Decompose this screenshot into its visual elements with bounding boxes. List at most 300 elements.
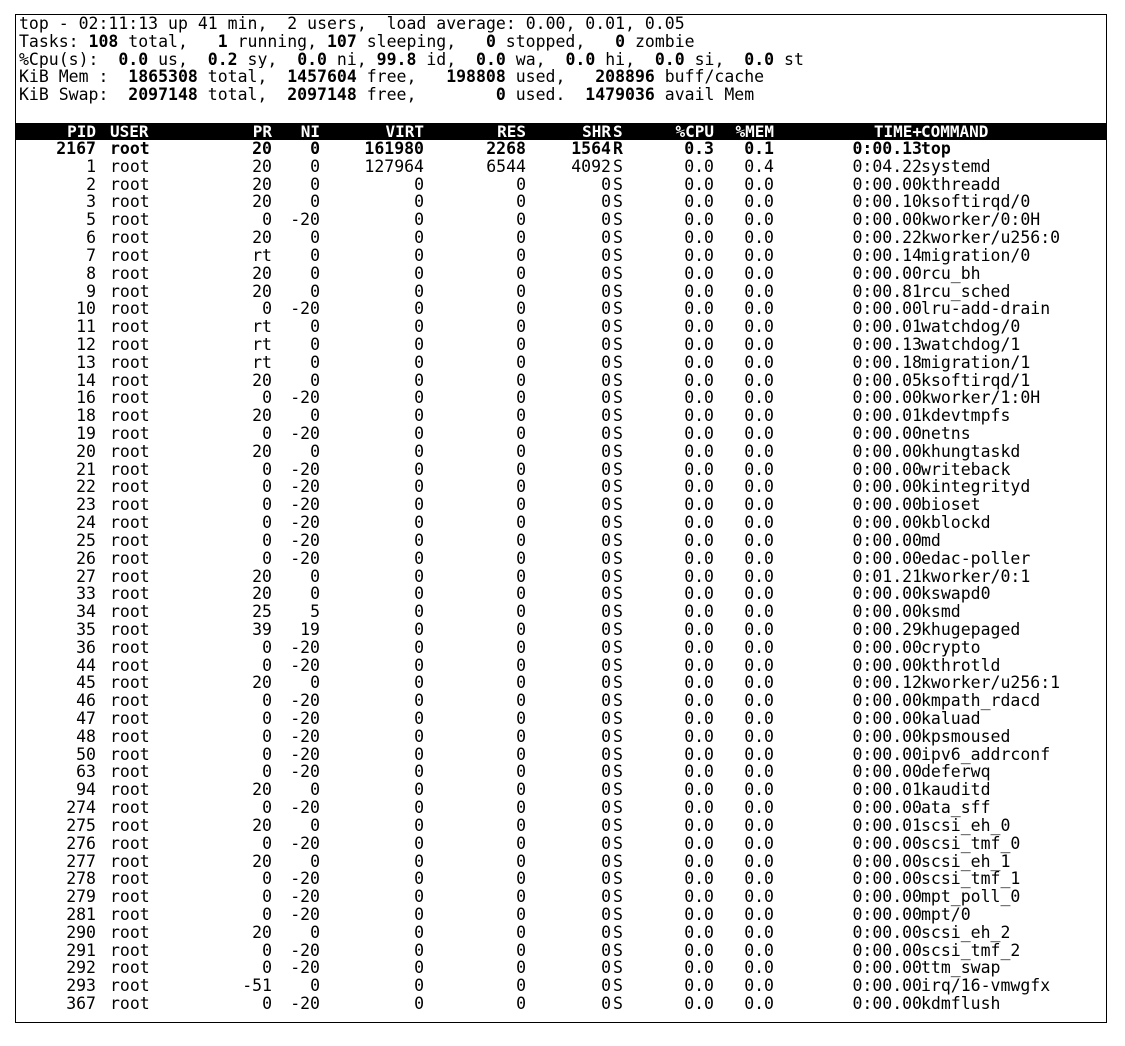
cell-state: S [613,815,623,835]
cell-pid: 6 [86,228,96,248]
cell-mem: 0.0 [744,976,774,996]
process-row[interactable] [16,496,1106,514]
cell-command: kthreadd [921,174,1001,194]
cell-mem: 0.0 [744,513,774,533]
cell-pr: rt [252,352,272,372]
cell-pr: 20 [252,815,272,835]
process-row[interactable] [16,140,1106,158]
cell-ni: -20 [290,513,320,533]
process-row[interactable] [16,799,1106,817]
cell-state: S [613,887,623,907]
cell-res: 0 [516,976,526,996]
process-row[interactable] [16,692,1106,710]
cell-state: S [613,673,623,693]
cell-pr: 20 [252,174,272,194]
cell-pid: 20 [76,441,96,461]
cell-virt: 0 [414,869,424,889]
cell-time: 0:01.21 [852,566,922,586]
cell-ni: 0 [310,192,320,212]
cell-time: 0:00.00 [852,851,922,871]
cell-shr: 0 [601,762,611,782]
process-row[interactable] [16,568,1106,586]
cell-ni: 0 [310,156,320,176]
cell-pid: 8 [86,263,96,283]
cell-shr: 0 [601,744,611,764]
cell-mem: 0.0 [744,210,774,230]
cell-mem: 0.0 [744,851,774,871]
cell-state: S [613,584,623,604]
cell-command: kmpath_rdacd [921,691,1041,711]
cell-state: S [613,744,623,764]
cell-time: 0:00.00 [852,495,922,515]
cell-command: kdevtmpfs [921,406,1011,426]
cell-res: 0 [516,940,526,960]
cell-time: 0:00.00 [852,976,922,996]
cell-virt: 0 [414,798,424,818]
cell-command: scsi_eh_0 [921,815,1011,835]
cell-shr: 0 [601,263,611,283]
cell-mem: 0.0 [744,530,774,550]
process-row[interactable] [16,229,1106,247]
cell-mem: 0.0 [744,780,774,800]
cell-mem: 0.0 [744,691,774,711]
process-row[interactable] [16,372,1106,390]
header-cpu[interactable]: %CPU [675,122,714,141]
cell-user: root [110,192,150,212]
cell-mem: 0.0 [744,815,774,835]
cell-pid: 277 [66,851,96,871]
cell-shr: 0 [601,833,611,853]
cell-command: kworker/u256:1 [921,673,1061,693]
cell-user: root [110,922,150,942]
cell-mem: 0.0 [744,709,774,728]
terminal-window[interactable] [15,14,1107,1023]
process-row[interactable] [16,300,1106,318]
cell-state: S [613,299,623,319]
cell-virt: 0 [414,904,424,924]
cell-res: 0 [516,958,526,978]
cell-user: root [110,851,150,871]
cell-virt: 0 [414,619,424,639]
cell-pr: 0 [262,210,272,230]
cell-virt: 0 [414,780,424,800]
process-row[interactable] [16,835,1106,853]
process-row[interactable] [16,176,1106,194]
cell-ni: -20 [290,459,320,479]
cell-pr: 0 [262,637,272,657]
cell-cpu: 0.0 [684,691,714,711]
cell-res: 0 [516,406,526,426]
cell-state: S [613,762,623,782]
header-shr[interactable]: SHR [582,122,611,141]
cell-res: 0 [516,530,526,550]
cell-command: kworker/0:0H [921,210,1041,230]
cell-state: S [613,833,623,853]
cell-command: rcu_bh [921,263,981,283]
process-row[interactable] [16,532,1106,550]
cell-command: scsi_eh_2 [921,922,1011,942]
cell-cpu: 0.0 [684,513,714,533]
cell-res: 0 [516,726,526,746]
cell-cpu: 0.0 [684,334,714,354]
cell-ni: 0 [310,673,320,693]
header-s[interactable]: S [613,122,623,141]
header-user[interactable]: USER [110,122,149,141]
process-row[interactable] [16,443,1106,461]
process-list [16,140,1106,1013]
header-virt[interactable]: VIRT [385,122,424,141]
cell-mem: 0.4 [744,156,774,176]
process-row[interactable] [16,817,1106,835]
cell-virt: 0 [414,299,424,319]
cell-shr: 0 [601,726,611,746]
cell-virt: 0 [414,887,424,907]
cell-res: 0 [516,334,526,354]
cell-user: root [110,940,150,960]
process-row[interactable] [16,336,1106,354]
cell-res: 0 [516,851,526,871]
process-row[interactable] [16,158,1106,176]
cell-cpu: 0.0 [684,584,714,604]
cell-state: S [613,691,623,711]
cell-ni: 0 [310,584,320,604]
cell-shr: 0 [601,584,611,604]
process-row[interactable] [16,425,1106,443]
cell-mem: 0.0 [744,940,774,960]
process-row[interactable] [16,389,1106,407]
cell-res: 0 [516,922,526,942]
cell-virt: 0 [414,441,424,461]
cell-command: scsi_tmf_2 [921,940,1021,960]
cell-user: root [110,637,150,657]
cell-mem: 0.0 [744,798,774,818]
cell-virt: 0 [414,245,424,265]
process-row[interactable] [16,746,1106,764]
process-row[interactable] [16,977,1106,995]
process-row[interactable] [16,942,1106,960]
cell-time: 0:00.00 [852,637,922,657]
cell-state: S [613,940,623,960]
process-row[interactable] [16,354,1106,372]
header-ni[interactable]: NI [300,122,320,141]
cell-state: S [613,388,623,408]
cell-mem: 0.0 [744,904,774,924]
cell-pr: 0 [262,762,272,782]
cell-pid: 46 [76,691,96,711]
cell-virt: 0 [414,548,424,568]
cell-time: 0:00.00 [852,655,922,675]
cell-virt: 0 [414,317,424,337]
cell-time: 0:00.00 [852,477,922,497]
cell-pr: 20 [252,566,272,586]
cell-cpu: 0.0 [684,317,714,337]
cell-time: 0:00.01 [852,406,922,426]
cell-time: 0:00.01 [852,815,922,835]
cell-user: root [110,904,150,924]
cell-shr: 0 [601,922,611,942]
cell-cpu: 0.0 [684,548,714,568]
process-row[interactable] [16,265,1106,283]
cell-ni: 0 [310,281,320,301]
cell-user: root [110,726,150,746]
cell-res: 0 [516,815,526,835]
cell-virt: 0 [414,958,424,978]
cell-state: S [613,495,623,515]
cell-mem: 0.0 [744,726,774,746]
cell-res: 0 [516,210,526,230]
cell-cpu: 0.0 [684,495,714,515]
cell-command: khugepaged [921,619,1021,639]
cell-cpu: 0.0 [684,673,714,693]
summary-swap-line: KiB Swap: 2097148 total, 2097148 free, 0 used. 1479036 avail Mem [19,86,755,104]
cell-res: 0 [516,548,526,568]
cell-pid: 47 [76,709,96,728]
cell-cpu: 0.0 [684,940,714,960]
cell-mem: 0.0 [744,174,774,194]
process-row[interactable] [16,407,1106,425]
cell-pr: 0 [262,691,272,711]
cell-res: 0 [516,904,526,924]
cell-res: 0 [516,584,526,604]
cell-time: 0:00.00 [852,548,922,568]
cell-user: root [110,245,150,265]
cell-mem: 0.0 [744,299,774,319]
cell-pr: 0 [262,869,272,889]
cell-ni: 0 [310,851,320,871]
cell-command: kaluad [921,709,981,728]
process-row[interactable] [16,728,1106,746]
cell-state: S [613,655,623,675]
cell-shr: 0 [601,424,611,443]
cell-res: 0 [516,833,526,853]
cell-state: S [613,228,623,248]
cell-pr: 0 [262,513,272,533]
process-row[interactable] [16,710,1106,728]
cell-time: 0:00.00 [852,530,922,550]
cell-time: 0:00.12 [852,673,922,693]
process-row[interactable] [16,478,1106,496]
cell-command: kswapd0 [921,584,991,604]
cell-cpu: 0.0 [684,299,714,319]
header-res[interactable]: RES [497,122,526,141]
cell-pid: 274 [66,798,96,818]
process-row[interactable] [16,853,1106,871]
process-row[interactable] [16,888,1106,906]
cell-cpu: 0.0 [684,655,714,675]
cell-res: 0 [516,424,526,443]
cell-ni: -20 [290,887,320,907]
cell-mem: 0.0 [744,655,774,675]
cell-cpu: 0.0 [684,815,714,835]
cell-ni: -20 [290,388,320,408]
cell-shr: 0 [601,245,611,265]
process-row[interactable] [16,603,1106,621]
cell-res: 0 [516,673,526,693]
process-row[interactable] [16,959,1106,977]
cell-user: root [110,780,150,800]
cell-mem: 0.0 [744,548,774,568]
cell-mem: 0.0 [744,994,774,1013]
header-mem[interactable]: %MEM [735,122,774,141]
cell-virt: 0 [414,228,424,248]
cell-pid: 63 [76,762,96,782]
cell-virt: 0 [414,922,424,942]
process-row[interactable] [16,657,1106,675]
cell-pr: 0 [262,477,272,497]
cell-ni: -20 [290,691,320,711]
cell-mem: 0.0 [744,495,774,515]
cell-pid: 50 [76,744,96,764]
process-row[interactable] [16,585,1106,603]
process-row[interactable] [16,514,1106,532]
cell-pid: 5 [86,210,96,230]
cell-time: 0:00.00 [852,958,922,978]
cell-mem: 0.0 [744,459,774,479]
cell-shr: 0 [601,887,611,907]
cell-res: 0 [516,228,526,248]
cell-shr: 0 [601,192,611,212]
cell-res: 0 [516,495,526,515]
cell-time: 0:00.00 [852,726,922,746]
cell-ni: -20 [290,869,320,889]
cell-cpu: 0.0 [684,887,714,907]
process-row[interactable] [16,247,1106,265]
cell-command: kpsmoused [921,726,1011,746]
cell-time: 0:00.00 [852,174,922,194]
cell-cpu: 0.0 [684,228,714,248]
cell-state: S [613,406,623,426]
cell-virt: 127964 [364,156,424,176]
process-row[interactable] [16,318,1106,336]
cell-res: 0 [516,655,526,675]
cell-shr: 0 [601,780,611,800]
cell-virt: 0 [414,459,424,479]
cell-user: root [110,495,150,515]
process-row[interactable] [16,763,1106,781]
cell-command: netns [921,424,971,443]
cell-mem: 0.0 [744,673,774,693]
cell-cpu: 0.0 [684,174,714,194]
cell-res: 0 [516,780,526,800]
cell-shr: 0 [601,637,611,657]
process-row[interactable] [16,906,1106,924]
cell-pid: 3 [86,192,96,212]
cell-state: S [613,424,623,443]
cell-ni: 0 [310,139,320,158]
cell-state: S [613,245,623,265]
cell-user: root [110,673,150,693]
header-pid[interactable]: PID [67,122,96,141]
cell-time: 0:04.22 [852,156,922,176]
process-row[interactable] [16,193,1106,211]
cell-pr: 0 [262,495,272,515]
cell-pr: 20 [252,584,272,604]
cell-user: root [110,994,150,1013]
process-row[interactable] [16,461,1106,479]
cell-shr: 0 [601,228,611,248]
cell-pid: 25 [76,530,96,550]
cell-cpu: 0.0 [684,156,714,176]
cell-state: S [613,619,623,639]
cell-cpu: 0.3 [684,139,714,158]
process-row[interactable] [16,639,1106,657]
process-row[interactable] [16,211,1106,229]
cell-time: 0:00.01 [852,780,922,800]
cell-shr: 4092 [571,156,611,176]
cell-virt: 0 [414,566,424,586]
cell-pid: 278 [66,869,96,889]
process-row[interactable] [16,781,1106,799]
header-pr[interactable]: PR [252,122,272,141]
cell-mem: 0.0 [744,744,774,764]
cell-res: 0 [516,869,526,889]
cell-cpu: 0.0 [684,780,714,800]
cell-cpu: 0.0 [684,441,714,461]
cell-user: root [110,958,150,978]
cell-shr: 0 [601,210,611,230]
cell-state: S [613,334,623,354]
cell-time: 0:00.00 [852,388,922,408]
cell-user: root [110,352,150,372]
cell-pr: 0 [262,904,272,924]
cell-pr: 20 [252,139,272,158]
process-row[interactable] [16,924,1106,942]
cell-cpu: 0.0 [684,637,714,657]
cell-virt: 0 [414,655,424,675]
cell-mem: 0.0 [744,619,774,639]
cell-time: 0:00.00 [852,584,922,604]
cell-time: 0:00.00 [852,833,922,853]
process-row[interactable] [16,995,1106,1013]
cell-ni: -20 [290,210,320,230]
cell-ni: 0 [310,922,320,942]
cell-ni: -20 [290,424,320,443]
cell-mem: 0.0 [744,869,774,889]
cell-pid: 10 [76,299,96,319]
cell-state: S [613,726,623,746]
header-command[interactable]: COMMAND [921,122,989,141]
cell-user: root [110,210,150,230]
cell-virt: 0 [414,263,424,283]
cell-command: ttm_swap [921,958,1001,978]
cell-virt: 0 [414,352,424,372]
cell-pid: 292 [66,958,96,978]
cell-state: S [613,904,623,924]
cell-cpu: 0.0 [684,958,714,978]
cell-cpu: 0.0 [684,459,714,479]
cell-virt: 0 [414,637,424,657]
process-row[interactable] [16,621,1106,639]
top-summary [19,15,1105,104]
process-row[interactable] [16,674,1106,692]
cell-cpu: 0.0 [684,602,714,622]
cell-cpu: 0.0 [684,869,714,889]
cell-command: kintegrityd [921,477,1031,497]
cell-res: 0 [516,245,526,265]
cell-user: root [110,513,150,533]
cell-pr: rt [252,317,272,337]
process-row[interactable] [16,550,1106,568]
cell-res: 0 [516,744,526,764]
process-row[interactable] [16,283,1106,301]
header-time[interactable]: TIME+ [873,122,922,141]
process-row[interactable] [16,870,1106,888]
cell-pid: 45 [76,673,96,693]
cell-ni: 0 [310,815,320,835]
cell-virt: 0 [414,174,424,194]
cell-ni: -20 [290,904,320,924]
cell-virt: 0 [414,994,424,1013]
